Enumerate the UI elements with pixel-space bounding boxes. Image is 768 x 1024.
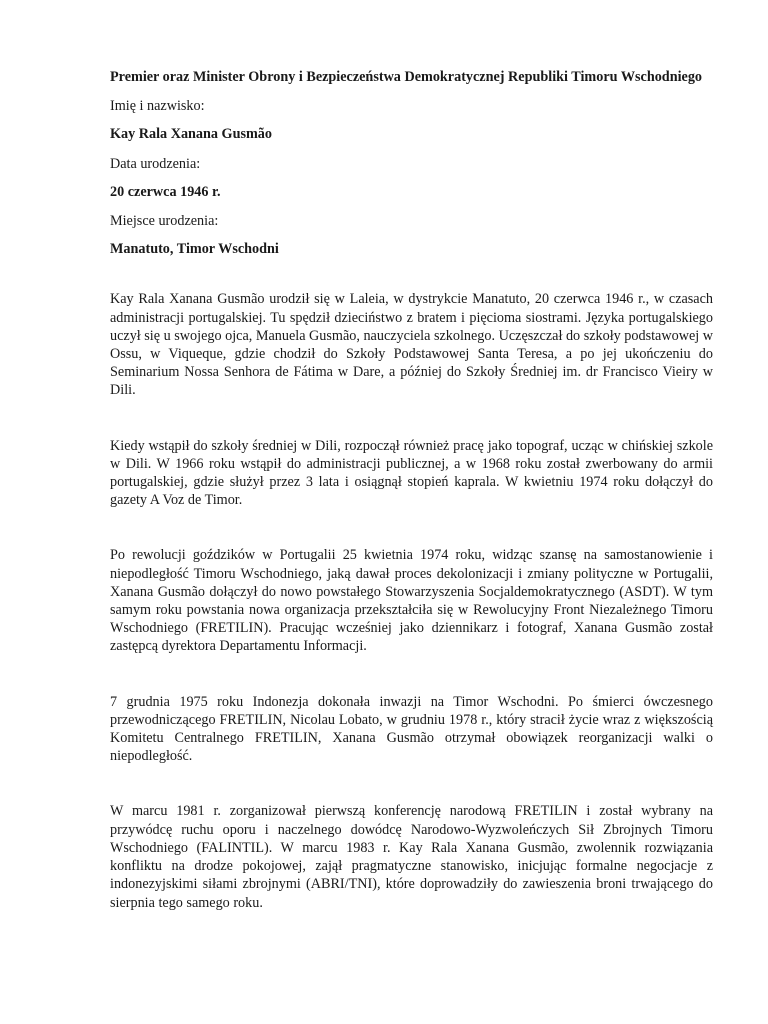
name-label: Imię i nazwisko: xyxy=(110,98,205,115)
paragraph-invasion: 7 grudnia 1975 roku Indonezja dokonała inwazji na Timor Wschodni. Po śmierci ówczesnego przewodniczącego FRETILIN, Nicolau Lobato, w grudniu 1978 r., który stracił życie wraz z większością Komitetu Centralnego FRETILIN, Xanana Gusmão otrzymał obowiązek reorganizacji walki o niepodległość. xyxy=(110,693,713,765)
paragraph-resistance: W marcu 1981 r. zorganizował pierwszą konferencję narodową FRETILIN i został wybrany na przywódcę ruchu oporu i naczelnego dowódcę Narodowo-Wyzwoleńczych Sił Zbrojnych Timoru Wschodniego (FALINTIL). W marcu 1983 r. Kay Rala Xanana Gusmão, zwolennik rozwiązania konfliktu na drodze pokojowej, zajął pragmatyczne stanowisko, inicjując formalne negocjacje z indonezyjskimi siłami zbrojnymi (ABRI/TNI), które doprowadziły do zawieszenia broni trwającego do sierpnia tego samego roku. xyxy=(110,803,713,911)
paragraph-revolution: Po rewolucji goździków w Portugalii 25 kwietnia 1974 roku, widząc szansę na samostanowienie i niepodległość Timoru Wschodniego, jaką dawał proces dekolonizacji i zmiany polityczne w Portugalii, Xanana Gusmão dołączył do nowo powstałego Stowarzyszenia Socjaldemokratycznego (ASDT). W tym samym roku powstania nowa organizacja przekształciła się w Rewolucyjny Front Niezależnego Timoru Wschodniego (FRETILIN). Pracując wcześniej jako dziennikarz i fotograf, Xanana Gusmão został zastępcą dyrektora Departamentu Informacji. xyxy=(110,547,713,655)
paragraph-early-life: Kay Rala Xanana Gusmão urodził się w Laleia, w dystrykcie Manatuto, 20 czerwca 1946 r., w czasach administracji portugalskiej. Tu spędził dzieciństwo z bratem i pięcioma siostrami. Języka portugalskiego uczył się u swojego ojca, Manuela Gusmão, nauczyciela szkolnego. Uczęszczał do szkoły podstawowej w Ossu, w Viqueque, gdzie chodził do Szkoły Podstawowej Santa Teresa, a po jej ukończeniu do Seminarium Nossa Senhora de Fátima w Dare, a później do Szkoły Średniej im. dr Francisco Vieiry w Dili. xyxy=(110,291,713,399)
paragraph-career: Kiedy wstąpił do szkoły średniej w Dili, rozpoczął również pracę jako topograf, ucząc w chińskiej szkole w Dili. W 1966 roku wstąpił do administracji publicznej, a w 1968 roku został zwerbowany do armii portugalskiej, gdzie służył przez 3 lata i osiągnął stopień kaprala. W kwietniu 1974 roku dołączył do gazety A Voz de Timor. xyxy=(110,437,713,509)
document-page xyxy=(110,68,713,912)
name-value: Kay Rala Xanana Gusmão xyxy=(110,126,272,143)
birth-place-label: Miejsce urodzenia: xyxy=(110,213,219,230)
birth-date-value: 20 czerwca 1946 r. xyxy=(110,183,221,200)
birth-date-label: Data urodzenia: xyxy=(110,155,201,172)
birth-place-value: Manatuto, Timor Wschodni xyxy=(110,241,279,258)
document-title: Premier oraz Minister Obrony i Bezpieczeństwa Demokratycznej Republiki Timoru Wschodniego xyxy=(110,69,703,85)
